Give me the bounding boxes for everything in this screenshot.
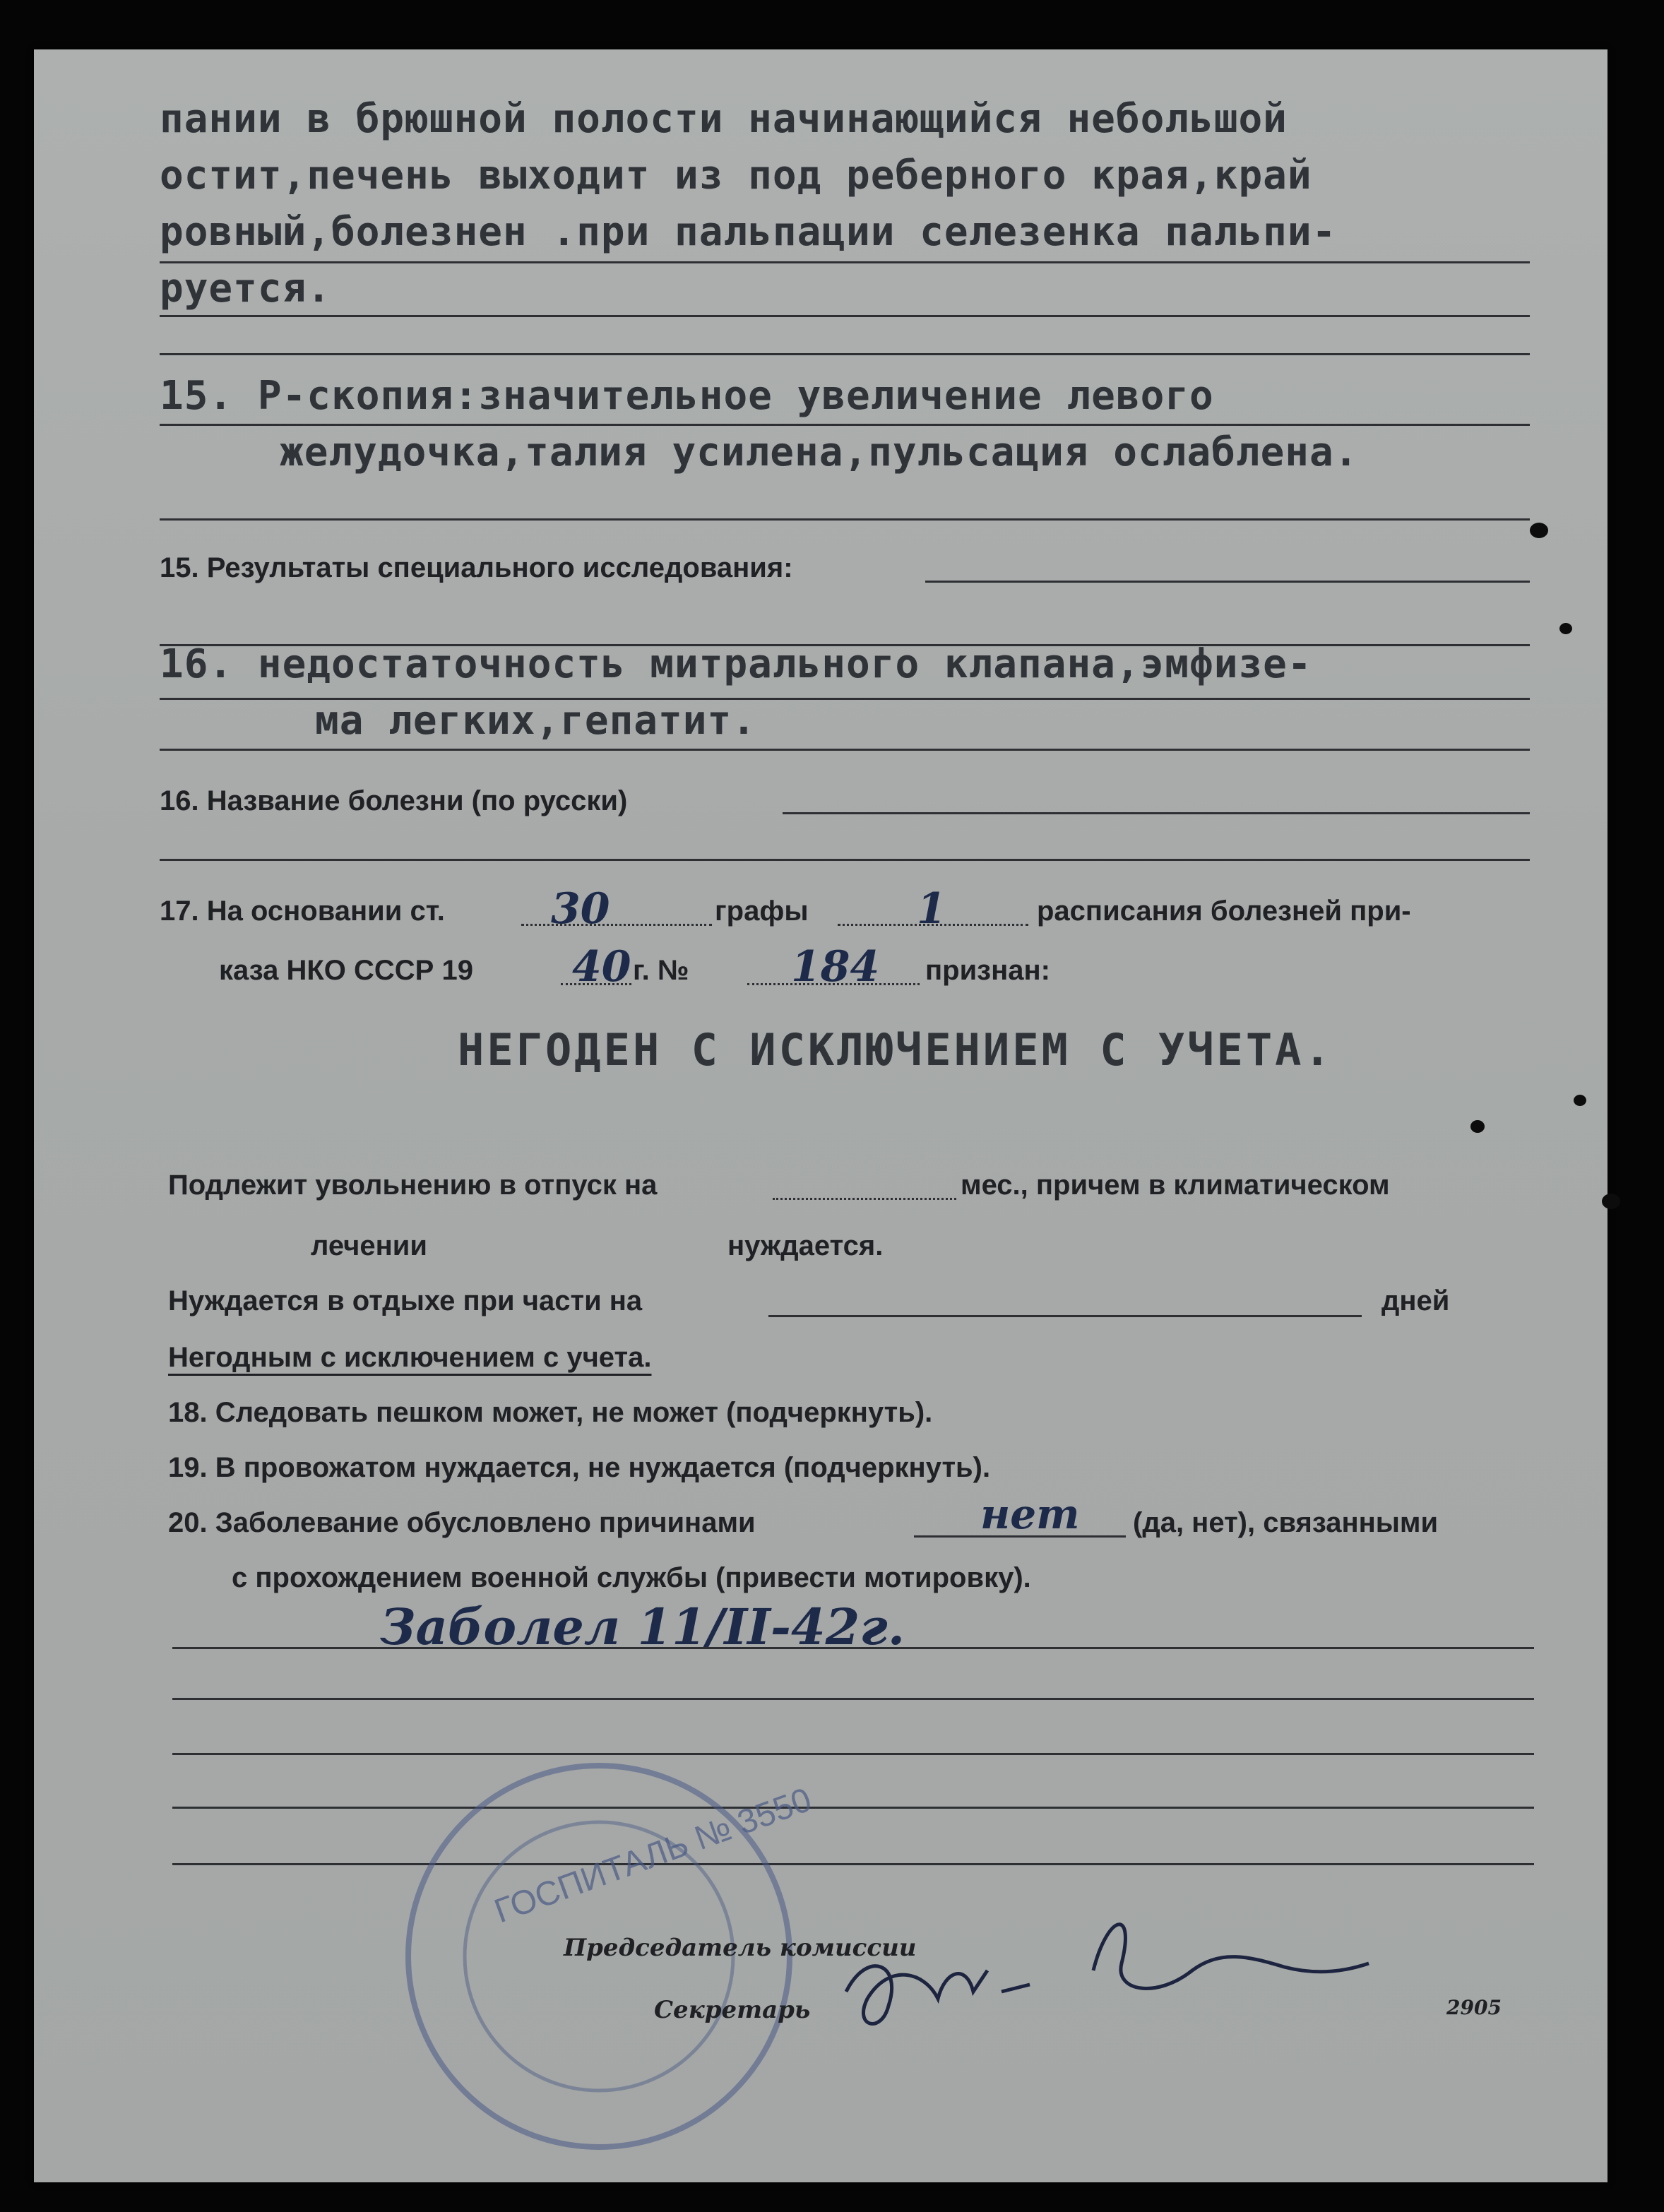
rest-blank [768, 1315, 1362, 1317]
column-value: 1 [917, 884, 946, 934]
punch-hole [1530, 523, 1548, 538]
form-rule [160, 518, 1530, 521]
leave-label: Подлежит увольнению в отпуск на [168, 1170, 658, 1201]
leave-blank [773, 1198, 956, 1200]
question-18: 18. Следовать пешком может, не может (подчеркнуть). [168, 1397, 933, 1428]
form-rule [160, 261, 1530, 263]
leave-needs: нуждается. [727, 1230, 884, 1261]
motive-text: Заболел 11/II-42г. [380, 1598, 905, 1656]
answer-line [783, 812, 1530, 814]
form-rule [160, 749, 1530, 751]
leave-treatment: лечении [311, 1230, 427, 1261]
punch-hole [1602, 1194, 1620, 1209]
typed-line-5: 15. Р-скопия:значительное увеличение левого [160, 373, 1214, 419]
verdict-text: НЕГОДЕН С ИСКЛЮЧЕНИЕМ С УЧЕТА. [458, 1024, 1333, 1076]
typed-line-3: ровный,болезнен .при пальпации селезенка пальпи- [160, 209, 1337, 255]
question-20-a: 20. Заболевание обусловлено причинами [168, 1507, 756, 1538]
question-15: 15. Результаты специального исследования: [160, 552, 793, 583]
typed-line-7: 16. недостаточность митрального клапана,эмфизе- [160, 641, 1312, 687]
typed-line-6: желудочка,талия усилена,пульсация ослаблена. [280, 429, 1359, 475]
form-rule [160, 859, 1530, 861]
year-value: 40 [572, 942, 631, 992]
question-20-b: (да, нет), связанными [1133, 1507, 1439, 1538]
question-17-c: расписания болезней при- [1037, 896, 1411, 927]
signature-scrawl [825, 1886, 1390, 2069]
unfit-line: Негодным с исключением с учета. [168, 1342, 652, 1373]
answer-line [925, 581, 1530, 583]
question-17-d: каза НКО СССР 19 [219, 955, 473, 986]
article-blank [521, 924, 712, 926]
leave-label-2: мес., причем в климатическом [961, 1170, 1390, 1201]
typed-line-1: пании в брюшной полости начинающийся небольшой [160, 96, 1288, 142]
motive-rule [172, 1698, 1534, 1700]
chairman-label: Председатель комиссии [564, 1934, 917, 1962]
question-17-b: графы [715, 896, 809, 927]
rest-label: Нуждается в отдыхе при части на [168, 1285, 643, 1316]
article-value: 30 [551, 884, 610, 934]
typed-line-8: ма легких,гепатит. [315, 698, 756, 744]
stamp-text: ГОСПИТАЛЬ № 3550 [489, 1780, 816, 1931]
order-value: 184 [791, 942, 880, 992]
answer-value: нет [980, 1490, 1080, 1538]
motive-rule [172, 1753, 1534, 1755]
question-17-e: г. № [633, 955, 689, 986]
form-code: 2905 [1446, 1996, 1502, 2019]
motive-rule [172, 1647, 1534, 1649]
typed-line-2: остит,печень выходит из под реберного края,край [160, 153, 1312, 198]
motive-rule [172, 1807, 1534, 1809]
typed-line-4: руется. [160, 266, 332, 311]
punch-hole [1559, 623, 1572, 634]
question-19: 19. В провожатом нуждается, не нуждается (подчеркнуть). [168, 1452, 991, 1483]
form-rule [160, 315, 1530, 317]
question-17-f: признан: [925, 955, 1050, 986]
question-17-a: 17. На основании ст. [160, 896, 445, 927]
form-rule [160, 353, 1530, 355]
rest-days: дней [1381, 1285, 1450, 1316]
form-rule [160, 424, 1530, 426]
question-16: 16. Название болезни (по русски) [160, 785, 628, 816]
punch-hole [1574, 1095, 1586, 1106]
secretary-label: Секретарь [654, 1996, 811, 2024]
punch-hole [1470, 1120, 1485, 1133]
document-sheet [34, 49, 1607, 2182]
question-20-c: с прохождением военной службы (привести мотировку). [232, 1562, 1031, 1593]
motive-rule [172, 1863, 1534, 1865]
